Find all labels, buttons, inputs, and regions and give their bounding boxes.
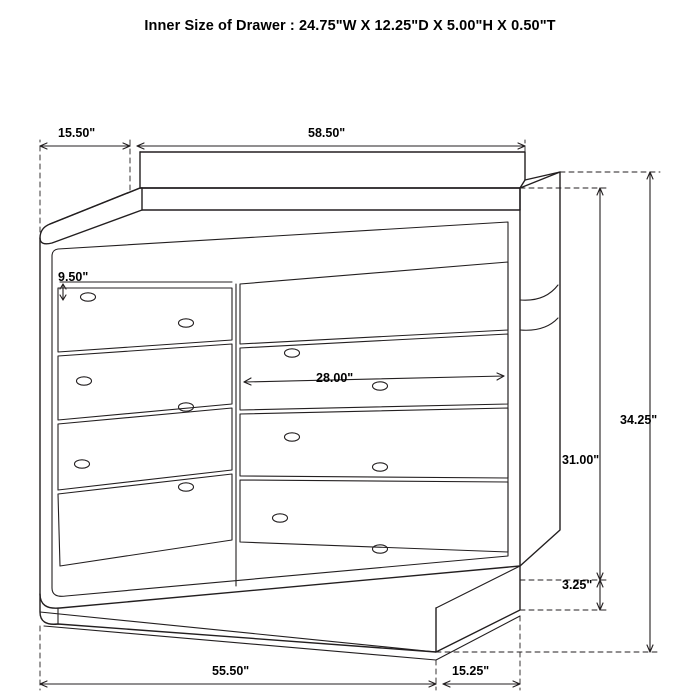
dim-cabinet-height: 31.00" <box>562 453 600 467</box>
dim-top-depth: 15.50" <box>58 126 96 140</box>
dim-base-width: 55.50" <box>212 664 250 678</box>
dim-top-width: 58.50" <box>308 126 346 140</box>
dim-drawer-front-width: 28.00" <box>316 371 354 385</box>
dim-base-height: 3.25" <box>562 578 593 592</box>
dim-base-depth: 15.25" <box>452 664 490 678</box>
page-title: Inner Size of Drawer : 24.75"W X 12.25"D X 5.00"H X 0.50"T <box>144 18 556 34</box>
dim-overall-height: 34.25" <box>620 413 658 427</box>
dim-drawer-front-height: 9.50" <box>58 270 89 284</box>
